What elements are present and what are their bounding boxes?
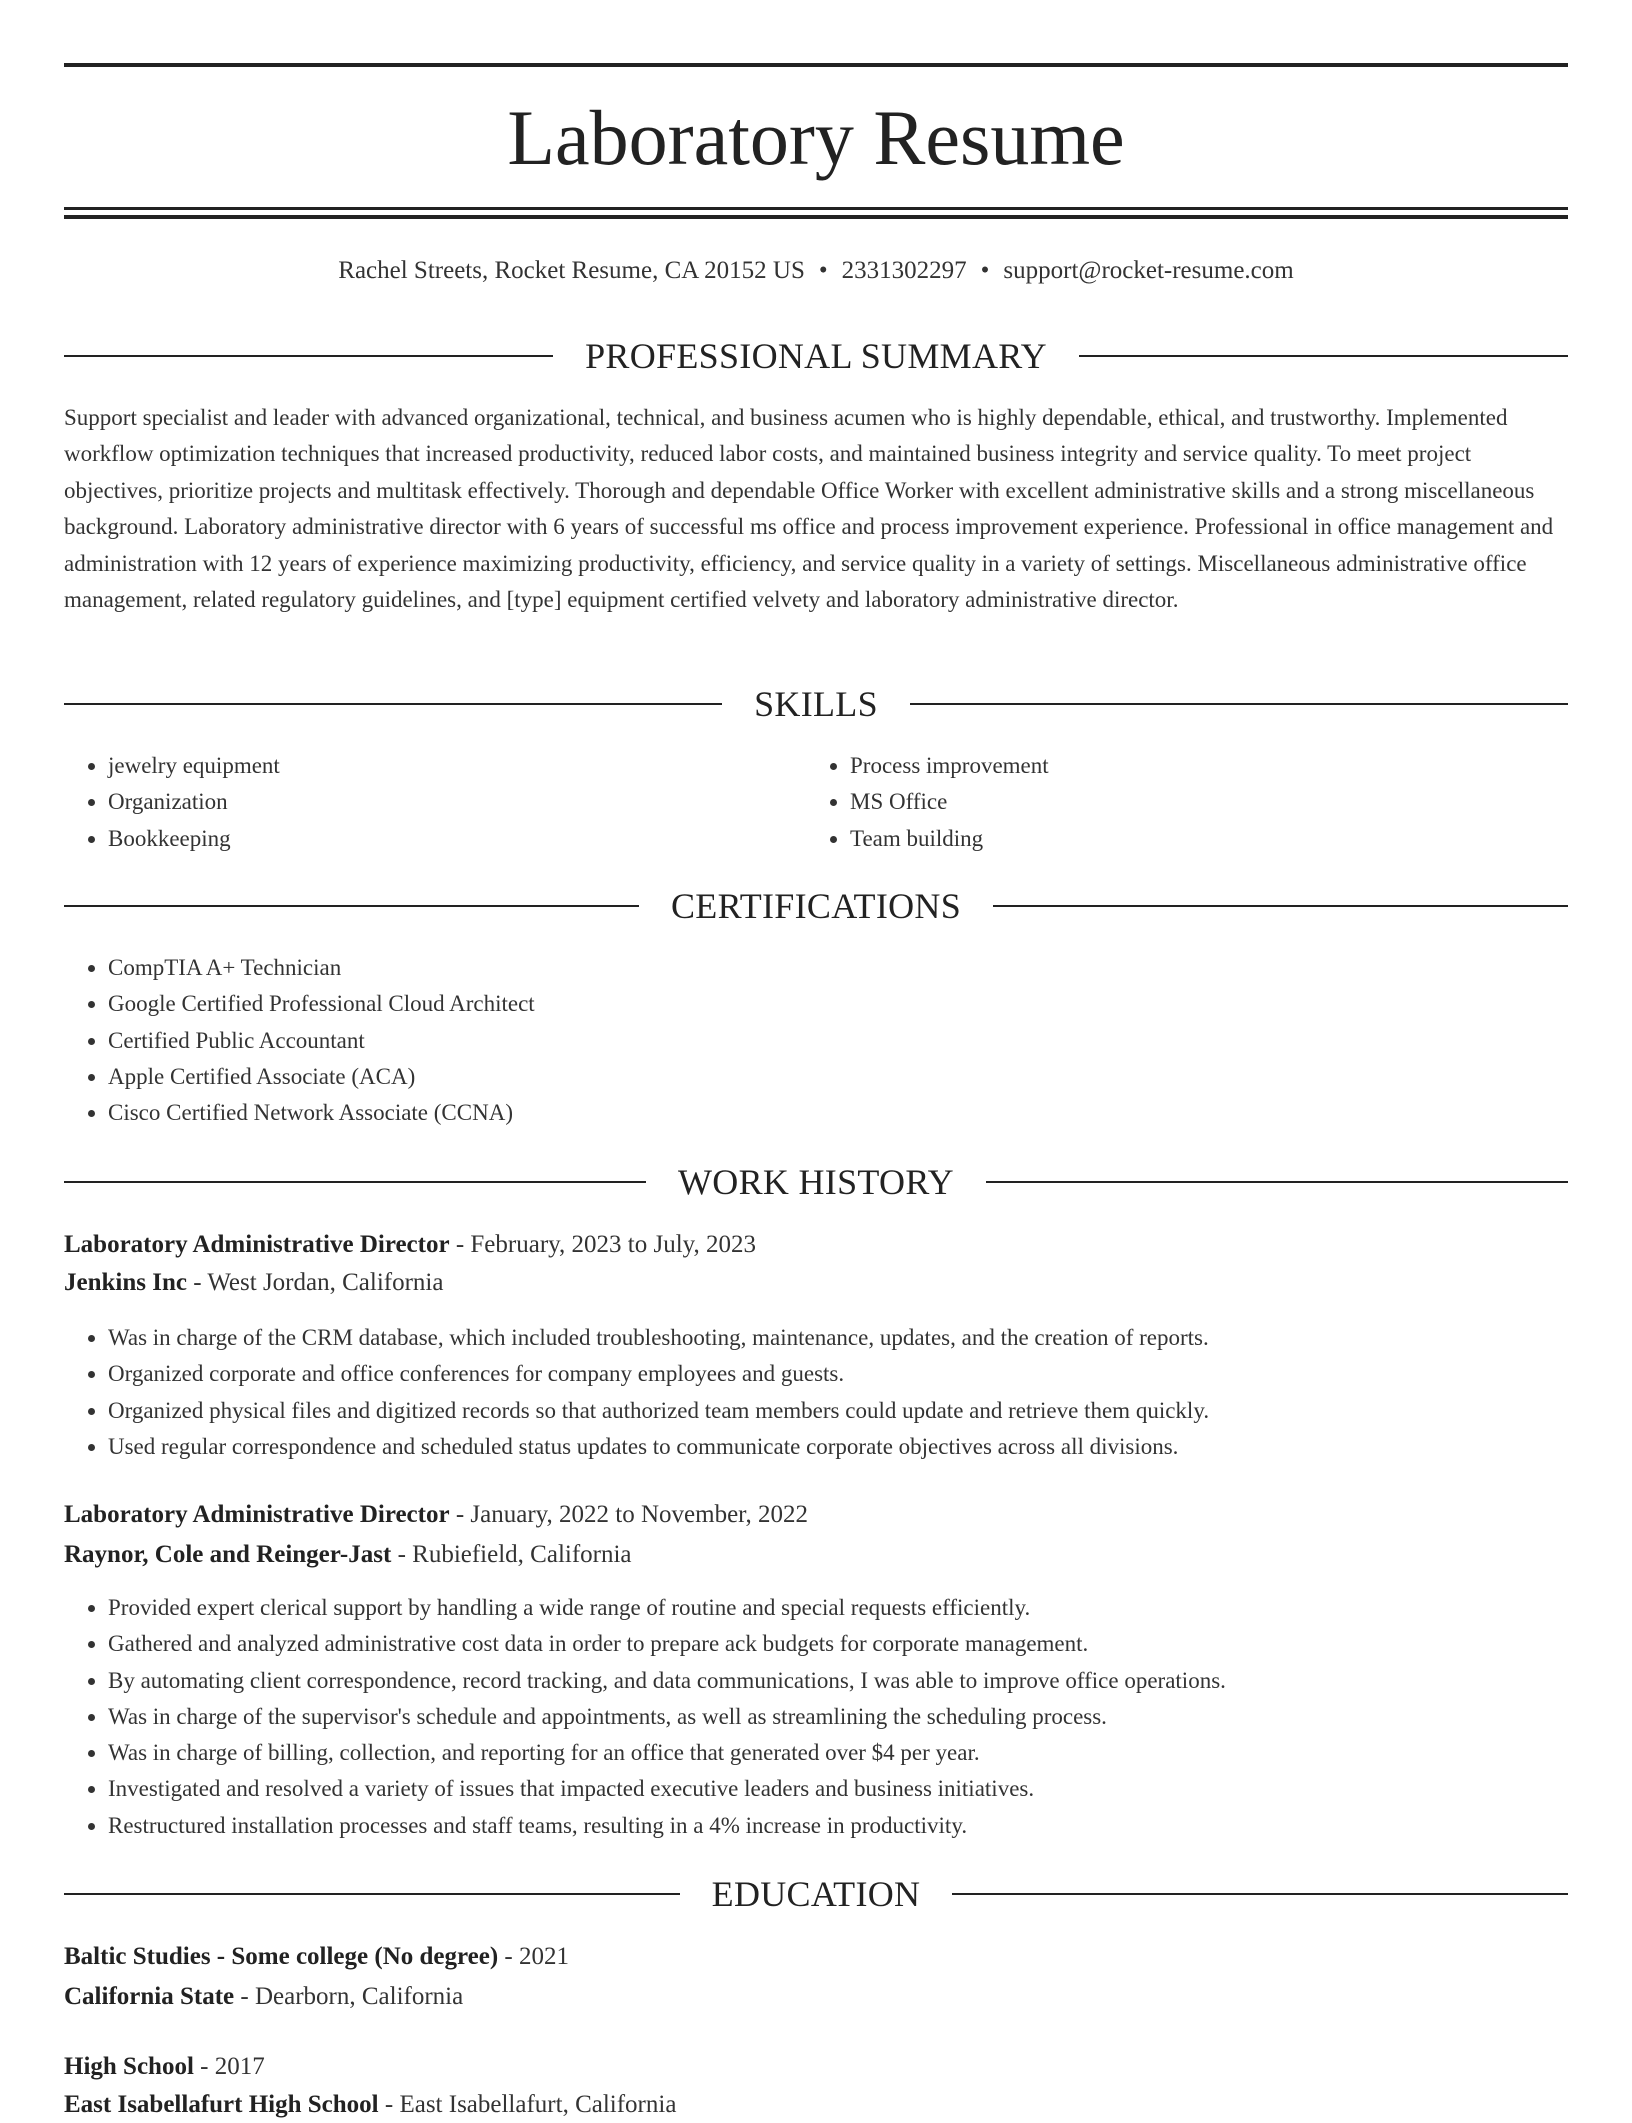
job-location: - West Jordan, California: [186, 1269, 444, 1296]
education-year: - 2021: [498, 1943, 569, 1970]
education-section-heading: [64, 1872, 1568, 1916]
contact-line: [64, 254, 1568, 288]
job-title-line: [64, 1227, 1568, 1263]
heading-rule: [1079, 355, 1568, 357]
heading-rule: [64, 1893, 680, 1895]
education-location: - Dearborn, California: [234, 1983, 464, 2010]
heading-rule: [986, 1181, 1568, 1183]
job-bullet: • Gathered and analyzed administrative cost data in order to prepare ack budgets for corporate management.: [108, 1626, 1226, 1662]
summary-section-heading: [64, 334, 1568, 378]
job-company: Raynor, Cole and Reinger-Jast: [64, 1541, 392, 1568]
skills-heading-label: SKILLS: [754, 684, 878, 724]
job-title-line: [64, 1497, 1568, 1533]
job-bullet: • Organized physical files and digitized records so that authorized team members could update and retrieve them quickly.: [108, 1393, 1209, 1429]
certifications-list: [64, 950, 535, 1131]
job-title: Laboratory Administrative Director: [64, 1231, 450, 1258]
education-degree: High School: [64, 2053, 194, 2080]
education-degree: Baltic Studies - Some college (No degree): [64, 1943, 499, 1970]
job-location: - Rubiefield, California: [391, 1541, 632, 1568]
job-bullet: • Used regular correspondence and scheduled status updates to communicate corporate objectives across all divisions.: [108, 1429, 1209, 1465]
job-bullet: • Was in charge of the supervisor's schedule and appointments, as well as streamlining the scheduling process.: [108, 1699, 1226, 1735]
job-bullet: • Was in charge of the CRM database, which included troubleshooting, maintenance, updates, and the creation of reports.: [108, 1320, 1209, 1356]
job-company-line: [64, 1537, 1568, 1573]
certifications-heading-label: CERTIFICATIONS: [670, 886, 962, 926]
heading-rule: [993, 905, 1568, 907]
contact-separator: •: [818, 257, 828, 284]
education-school: California State: [64, 1983, 235, 2010]
skill-item: • Team building: [850, 821, 1049, 857]
job-bullet: • Was in charge of billing, collection, and reporting for an office that generated over $4 per year.: [108, 1735, 1226, 1771]
heading-rule: [952, 1893, 1568, 1895]
certification-item: • Google Certified Professional Cloud Architect: [108, 986, 535, 1022]
contact-address: Rachel Streets, Rocket Resume, CA 20152 US: [338, 257, 805, 284]
education-year: - 2017: [193, 2053, 265, 2080]
education-school-line: [64, 1979, 1568, 2015]
skill-item: • jewelry equipment: [108, 748, 280, 784]
education-school: East Isabellafurt High School: [64, 2091, 379, 2118]
heading-rule: [64, 1181, 646, 1183]
resume-title: Laboratory Resume: [507, 94, 1125, 181]
education-school-line: [64, 2087, 1568, 2123]
certifications-section-heading: [64, 884, 1568, 928]
certification-item: • Apple Certified Associate (ACA): [108, 1059, 535, 1095]
job-bullet: • Organized corporate and office conferences for company employees and guests.: [108, 1356, 1209, 1392]
skills-list-left: [64, 748, 280, 857]
contact-separator: •: [980, 257, 990, 284]
summary-heading-label: PROFESSIONAL SUMMARY: [585, 336, 1047, 376]
contact-phone: 2331302297: [841, 257, 967, 284]
job-bullet: • By automating client correspondence, record tracking, and data communications, I was able to improve office operations.: [108, 1663, 1226, 1699]
job-dates: - February, 2023 to July, 2023: [449, 1231, 757, 1258]
heading-rule: [64, 905, 639, 907]
skill-item: • Bookkeeping: [108, 821, 280, 857]
certification-item: • Cisco Certified Network Associate (CCNA): [108, 1095, 535, 1131]
skills-list-right: [806, 748, 1049, 857]
contact-email: support@rocket-resume.com: [1003, 257, 1294, 284]
skill-item: • Process improvement: [850, 748, 1049, 784]
work-section-heading: [64, 1160, 1568, 1204]
header-double-rule-lower: [64, 215, 1568, 219]
certification-item: • CompTIA A+ Technician: [108, 950, 535, 986]
heading-rule: [64, 355, 553, 357]
job-bullets: [64, 1320, 1209, 1465]
education-location: - East Isabellafurt, California: [378, 2091, 677, 2118]
heading-rule: [64, 703, 722, 705]
skill-item: • MS Office: [850, 784, 1049, 820]
header-double-rule-upper: [64, 207, 1568, 210]
skills-section-heading: [64, 682, 1568, 726]
education-degree-line: [64, 2049, 1568, 2085]
job-company: Jenkins Inc: [64, 1269, 187, 1296]
education-heading-label: EDUCATION: [711, 1874, 921, 1914]
job-bullet: • Investigated and resolved a variety of issues that impacted executive leaders and business initiatives.: [108, 1771, 1226, 1807]
job-dates: - January, 2022 to November, 2022: [449, 1501, 808, 1528]
job-bullet: • Provided expert clerical support by handling a wide range of routine and special requests efficiently.: [108, 1590, 1226, 1626]
header-top-rule: [64, 63, 1568, 67]
education-degree-line: [64, 1939, 1568, 1975]
heading-rule: [910, 703, 1568, 705]
certification-item: • Certified Public Accountant: [108, 1023, 535, 1059]
job-company-line: [64, 1265, 1568, 1301]
job-title: Laboratory Administrative Director: [64, 1501, 450, 1528]
skill-item: • Organization: [108, 784, 280, 820]
summary-text: Support specialist and leader with advanced organizational, technical, and business acumen who is highly dependable, ethical, and trustworthy. Implemented workflow optimization techniques that increased productivity, reduced labor costs, and maintained business integrity and service quality. To meet project objectives, prioritize projects and multitask effectively. Thorough and dependable Office Worker with excellent administrative skills and a strong miscellaneous background. Laboratory administrative director with 6 years of successful ms office and process improvement experience. Professional in office management and administration with 12 years of experience maximizing productivity, efficiency, and service quality in a variety of settings. Miscellaneous administrative office management, related regulatory guidelines, and [type] equipment certified velvety and laboratory administrative director.: [64, 405, 1554, 613]
job-bullet: • Restructured installation processes and staff teams, resulting in a 4% increase in productivity.: [108, 1808, 1226, 1844]
work-heading-label: WORK HISTORY: [678, 1162, 954, 1202]
job-bullets: [64, 1590, 1226, 1844]
